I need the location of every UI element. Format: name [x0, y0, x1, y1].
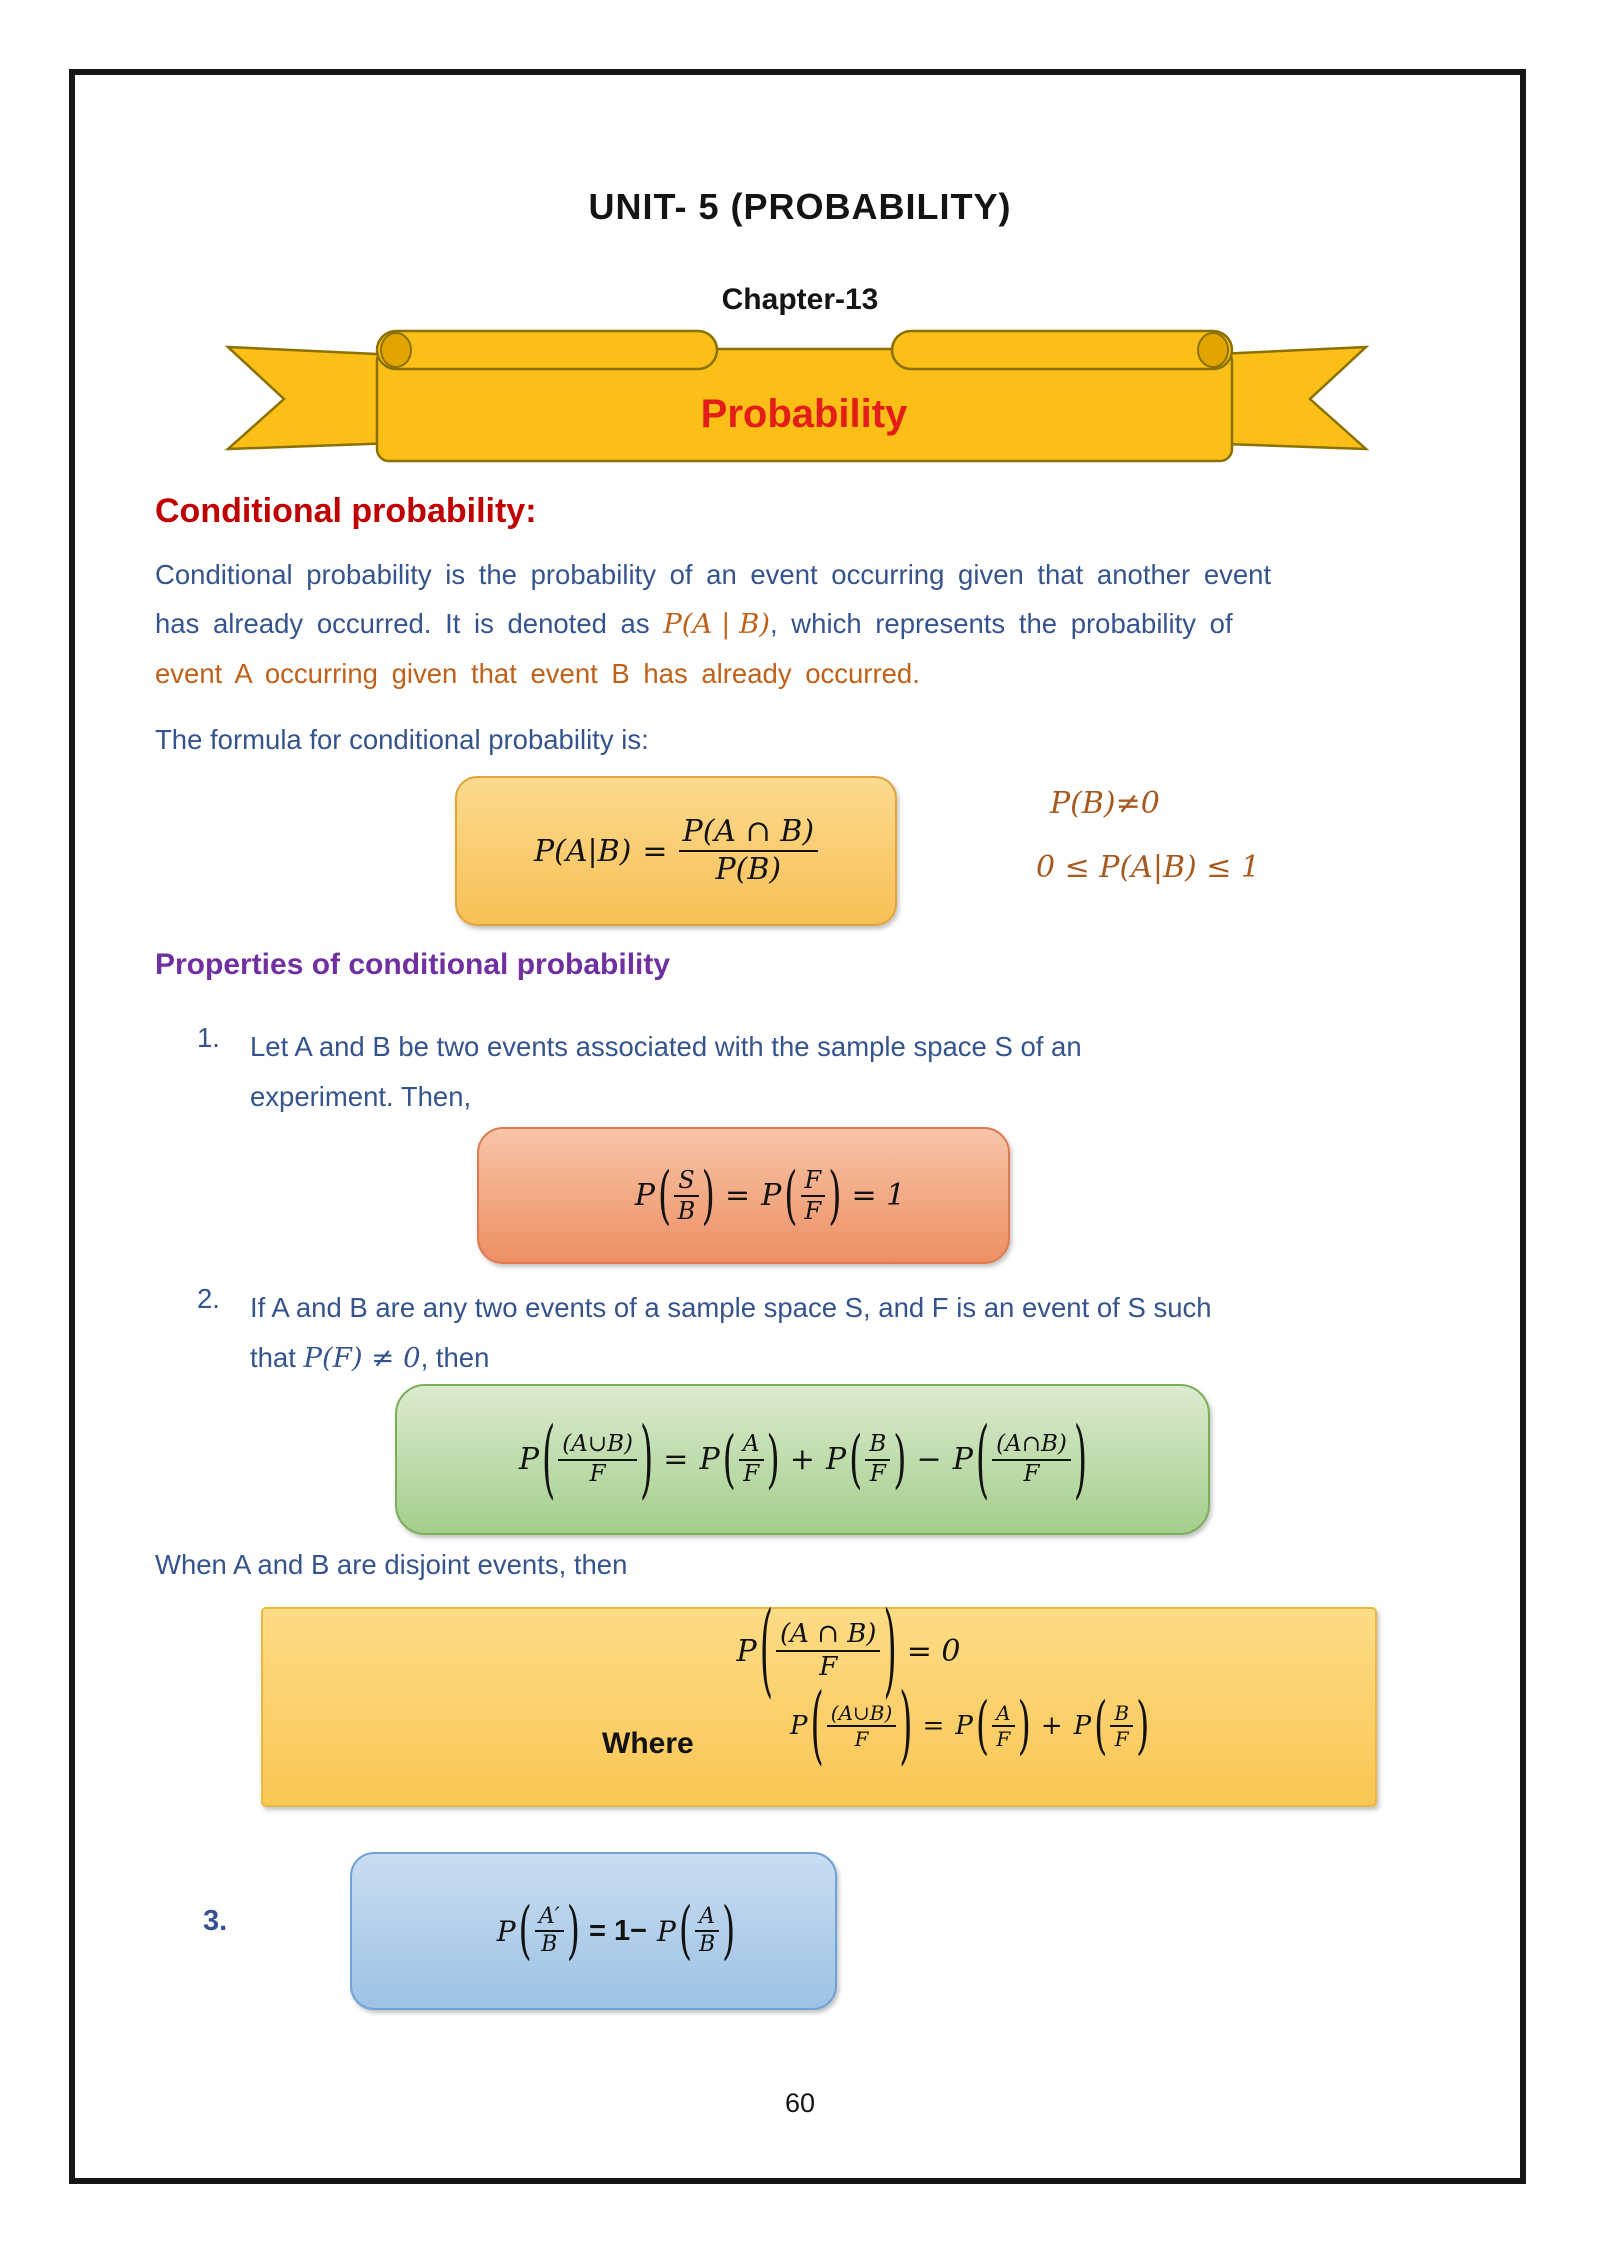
ribbon-graphic [222, 325, 1372, 470]
union-formula-box [395, 1384, 1210, 1535]
disjoint-union-formula: P ( $\frac{(A\cup B)}{F}$ ) = P ( $\frac{A}{F}$ ) + P ( $\frac{B}{F}$ ) [790, 1676, 1150, 1776]
list-item-3-number: 3. [203, 1905, 228, 1937]
condition-pb-not-zero: P(B)≠0 [1050, 786, 1160, 821]
where-label: Where [602, 1727, 694, 1760]
banner-label: Probability [700, 392, 908, 436]
disjoint-zero-formula: P ( $\frac{(A \cap B)}{F}$ ) = 0 [736, 1591, 961, 1712]
unit-title: UNIT- 5 (PROBABILITY) [588, 186, 1012, 227]
complement-formula: P ( $\frac{A'}{B}$ ) = 1− P ( $\frac{A}{B}$ ) [496, 1894, 736, 1968]
page-number: 60 [784, 2088, 816, 2118]
union-formula: P ( $\frac{(A\cup B)}{F}$ ) = P ( $\frac{A}{F}$ ) + P ( $\frac{B}{F}$ ) − P ( $\frac{(A\cap B)}{F}$ ) [518, 1409, 1088, 1510]
properties-heading: Properties of conditional probability [155, 948, 671, 981]
list-item-1-number: 1. [197, 1022, 220, 1053]
list-item-2: If A and B are any two events of a sample space S, and F is an event of S such that P(F) ≠ 0, then [250, 1292, 1212, 1374]
inline-math-pf: P(F) ≠ 0 [303, 1342, 421, 1374]
list-item-1: Let A and B be two events associated with the sample space S of an experiment. Then, [250, 1031, 1082, 1112]
disjoint-note: When A and B are disjoint events, then [155, 1549, 628, 1580]
formula-intro: The formula for conditional probability is: [155, 724, 649, 755]
conditional-probability-formula: P(A|B) = $\frac{P(A \cap B)}{P(B)}$ [532, 814, 820, 888]
chapter-title: Chapter-13 [721, 283, 879, 316]
inline-math-pab: P(A | B) [663, 608, 771, 640]
intro-paragraph [155, 550, 1470, 698]
section-heading: Conditional probability: [155, 492, 537, 530]
paragraph-line-1: Conditional probability is the probability of an event occurring given that another event [155, 559, 1272, 590]
identity-formula-box [477, 1127, 1010, 1264]
condition-range: 0 ≤ P(A|B) ≤ 1 [1036, 850, 1261, 885]
ribbon-banner [222, 325, 1372, 470]
paragraph-line-2: has already occurred. It is denoted as P(A | B), which represents the probability of [155, 608, 1233, 640]
paragraph-line-3: event A occurring given that event B has already occurred. [155, 658, 920, 689]
identity-formula: P ( $\frac{S}{B}$ ) = P ( $\frac{F}{F}$ ) = 1 [634, 1158, 906, 1233]
conditional-probability-formula-box [455, 776, 897, 926]
complement-formula-box [350, 1852, 837, 2010]
disjoint-formula-box [261, 1591, 1377, 1807]
list-item-2-number: 2. [197, 1283, 220, 1314]
